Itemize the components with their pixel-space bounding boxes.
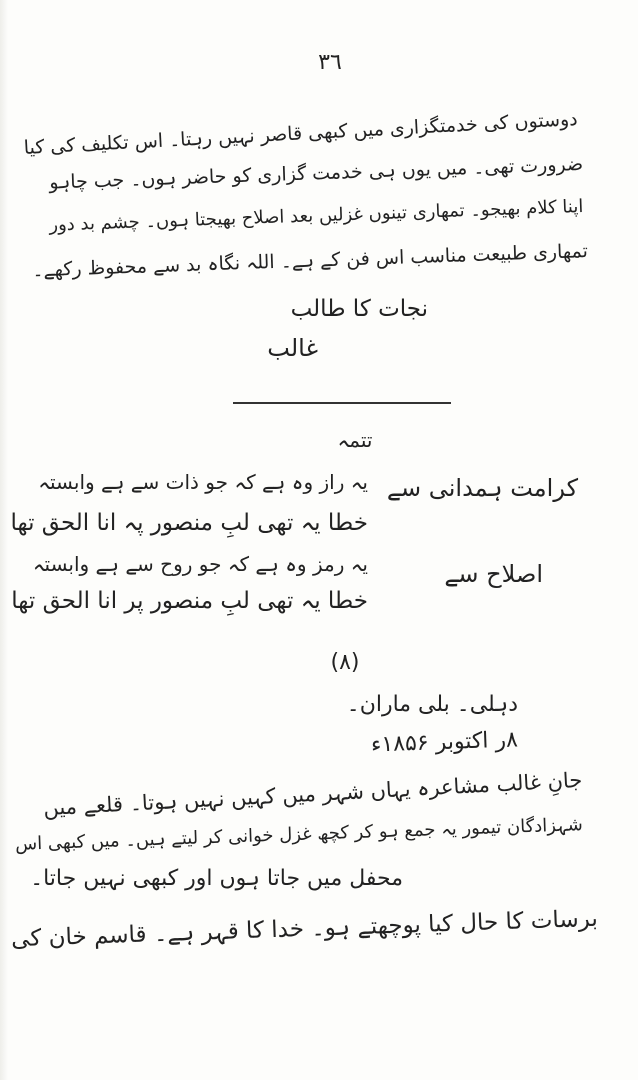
body-line-3: محفل میں جاتا ہوں اور کبھی نہیں جاتا۔ (30, 866, 403, 891)
letter-closing: نجات کا طالب (290, 296, 428, 322)
body-line-1: جانِ غالب مشاعرہ یہاں شہر میں کہیں نہیں ہوتا۔ قلعے میں (43, 767, 584, 821)
letter-line-2: ضرورت تھی۔ میں یوں ہی خدمت گزاری کو حاضر ہوں۔ جب چاہو (48, 153, 584, 194)
letter-line-1: دوستوں کی خدمتگزاری میں کبھی قاصر نہیں رہتا۔ اس تکلیف کی کیا (23, 108, 579, 160)
verse-line-4: خطا یہ تھی لبِ منصور پر انا الحق تھا (11, 588, 368, 614)
tatimma-heading: تتمہ (337, 428, 373, 452)
page-number: ٣٦ (318, 50, 342, 75)
letter-place: دہلی۔ بلی ماران۔ (346, 692, 518, 717)
letter-date: ٨ر اکتوبر ۱۸۵۶ء (370, 727, 519, 758)
letter-line-4: تمھاری طبیعت مناسب اس فن کے ہے۔ اللہ نگاہ بد سے محفوظ رکھے۔ (32, 240, 589, 282)
scan-edge-shadow (0, 0, 8, 1080)
section-divider (233, 402, 451, 404)
body-line-4: برسات کا حال کیا پوچھتے ہو۔ خدا کا قہر ہے۔ قاسم خان کی (10, 905, 599, 953)
verse-label-original: کرامت ہمدانی سے (386, 474, 578, 502)
body-line-2: شہزادگان تیمور یہ جمع ہو کر کچھ غزل خوانی کر لیتے ہیں۔ میں کبھی اس (14, 814, 584, 855)
verse-line-2: خطا یہ تھی لبِ منصور پہ انا الحق تھا (10, 510, 368, 536)
verse-line-3: یہ رمز وہ ہے کہ جو روح سے ہے وابستہ (32, 552, 368, 576)
verse-label-correction: اصلاح سے (444, 560, 543, 588)
signature: غالب (267, 334, 318, 362)
verse-line-1: یہ راز وہ ہے کہ جو ذات سے ہے وابستہ (38, 470, 368, 494)
letter-number: (٨) (330, 650, 360, 675)
letter-line-3: اپنا کلام بھیجو۔ تمھاری تینوں غزلیں بعد اصلاح بھیجتا ہوں۔ چشم بد دور (48, 196, 584, 236)
